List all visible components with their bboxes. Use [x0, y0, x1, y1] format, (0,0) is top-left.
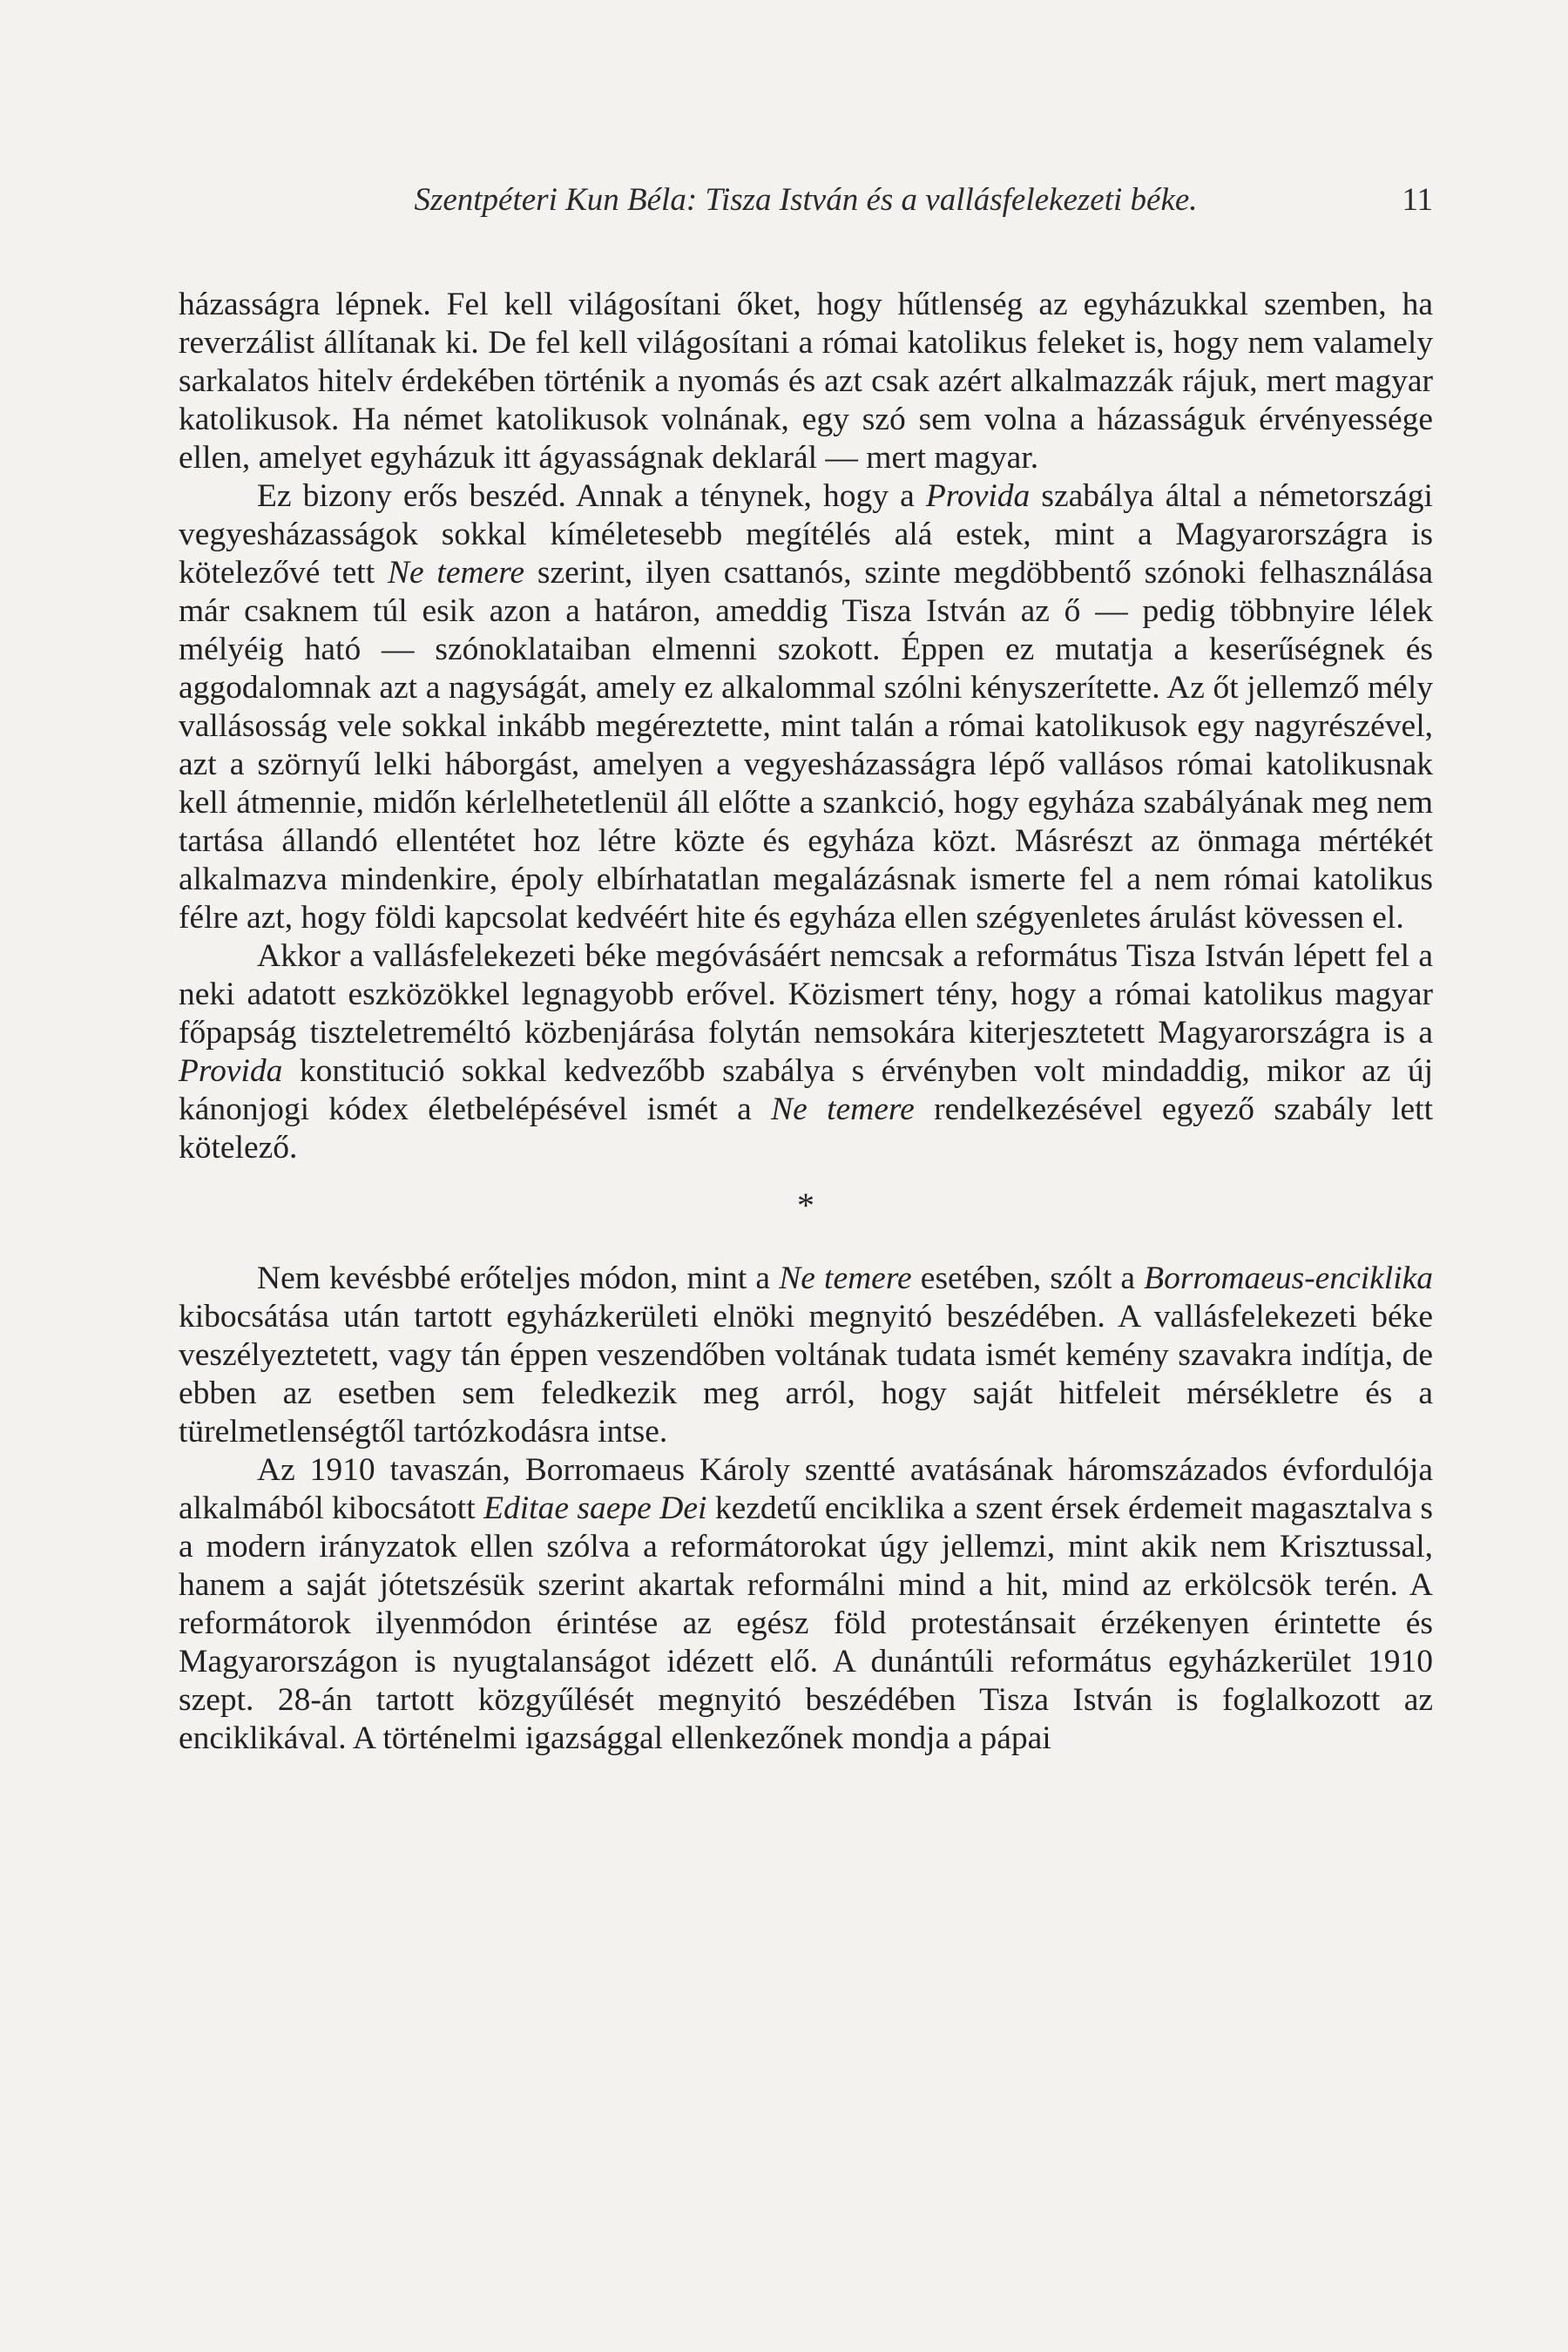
paragraph-5-italic-editae: Editae saepe Dei: [483, 1490, 707, 1526]
running-head: Szentpéteri Kun Béla: Tisza István és a vallásfelekezeti béke.: [414, 182, 1198, 218]
paragraph-4-italic-borromaeus: Borromaeus-enciklika: [1144, 1260, 1434, 1296]
paragraph-4-text-a: Nem kevésbbé erőteljes módon, mint a: [257, 1260, 780, 1296]
paragraph-4-italic-ne-temere: Ne temere: [779, 1260, 912, 1296]
paragraph-1-text: házasságra lépnek. Fel kell világosítani őket, hogy hűtlenség az egyházukkal szemben, ha reverzálist állítanak ki. De fel kell világosítani a római katolikus feleket is, hogy nem valamely sarkalatos hitelv érdekében történik a nyomás és azt csak azért alkalmazzák rájuk, mert magyar katolikusok. Ha német katolikusok volnának, egy szó sem volna a házasságuk érvényessége ellen, amelyet egyházuk itt ágyasságnak deklarál — mert magyar.: [179, 287, 1433, 476]
paragraph-3-italic-provida: Provida: [179, 1053, 283, 1089]
paragraph-5-text-b: kezdetű enciklika a szent érsek érdemeit magasztalva s a modern irányzatok ellen szólva a reformátorokat úgy jellemzi, mint akik nem Krisztussal, hanem a saját jótetszésük szerint akartak reformálni mind a hit, mind az erkölcsök terén. A reformátorok ilyenmódon érintése az egész föld protestánsait érzékenyen érintette és Magyarországon is nyugtalanságot idézett elő. A dunántúli református egyházkerület 1910 szept. 28-án tartott közgyűlését megnyitó beszédében Tisza István is foglalkozott az enciklikával. A történelmi igazsággal ellenkezőnek mondja a pápai: [179, 1490, 1433, 1756]
paragraph-2-italic-provida: Provida: [925, 478, 1031, 514]
page-header: [179, 174, 1433, 226]
section-asterism: *: [797, 1186, 814, 1225]
paragraph-2: [179, 477, 1433, 937]
paragraph-3-text-b: konstitució sokkal kedvezőbb szabálya s érvényben volt mindaddig, mikor az új kánonjogi kódex életbelépésével ismét a: [179, 1053, 1433, 1127]
paragraph-2-text-a: Ez bizony erős beszéd. Annak a ténynek, hogy a: [257, 478, 926, 514]
paragraph-4-text-b: esetében, szólt a: [911, 1260, 1145, 1296]
paragraph-2-italic-ne-temere: Ne temere: [387, 555, 525, 591]
paragraph-2-text-c: szerint, ilyen csattanós, szinte megdöbbentő szónoki felhasználása már csaknem túl esik azon a határon, ameddig Tisza István az ő — pedig többnyire lélek mélyéig ható — szónoklataiban elmenni szokott. Éppen ez mutatja a keserűségnek és aggodalomnak azt a nagyságát, amely ez alkalommal szólni kényszerítette. Az őt jellemző mély vallásosság vele sokkal inkább megéreztette, mint talán a római katolikusok egy nagyrészével, azt a szörnyű lelki háborgást, amelyen a vegyesházasságra lépő vallásos római katolikusnak kell átmennie, midőn kérlelhetetlenül áll előtte a szankció, hogy egyháza szabályának meg nem tartása állandó ellentétet hoz létre közte és egyháza közt. Másrészt az önmaga mértékét alkalmazva mindenkire, époly elbírhatatlan megalázásnak ismerte fel a nem római katolikus félre azt, hogy földi kapcsolat kedvéért hite és egyháza ellen szégyenletes árulást kövessen el.: [179, 555, 1433, 936]
paragraph-2-text-b: szabálya által a németországi vegyesházasságok sokkal kíméletesebb megítélés alá estek, mint a Magyarországra is kötelezővé tett: [179, 478, 1433, 591]
paragraph-3: [179, 937, 1433, 1167]
paragraph-4-text-c: kibocsátása után tartott egyházkerületi elnöki megnyitó beszédében. A vallásfelekezeti béke veszélyeztetett, vagy tán éppen veszendőben voltának tudata ismét kemény szavakra indítja, de ebben az esetben sem feledkezik meg arról, hogy saját hitfeleit mérsékletre és a türelmetlenségtől tartózkodásra intse.: [179, 1299, 1433, 1450]
paragraph-1: [179, 286, 1433, 477]
body-text: [179, 286, 1433, 1758]
paragraph-3-italic-ne-temere: Ne temere: [771, 1092, 915, 1127]
paragraph-3-text-a: Akkor a vallásfelekezeti béke megóvásáért nemcsak a református Tisza István lépett fel a neki adatott eszközökkel legnagyobb erővel. Közismert tény, hogy a római katolikus magyar főpapság tiszteletreméltó közbenjárása folytán nemsokára kiterjesztetett Magyarországra is a: [179, 938, 1433, 1051]
page-number: 11: [1402, 182, 1433, 218]
paragraph-5-text-a: Az 1910 tavaszán, Borromaeus Károly szentté avatásának háromszázados évfordulója alkalmából kibocsátott: [179, 1452, 1433, 1526]
paragraph-4: [179, 1260, 1433, 1451]
paragraph-5: [179, 1451, 1433, 1758]
paragraph-3-text-c: rendelkezésével egyező szabály lett kötelező.: [179, 1092, 1433, 1166]
